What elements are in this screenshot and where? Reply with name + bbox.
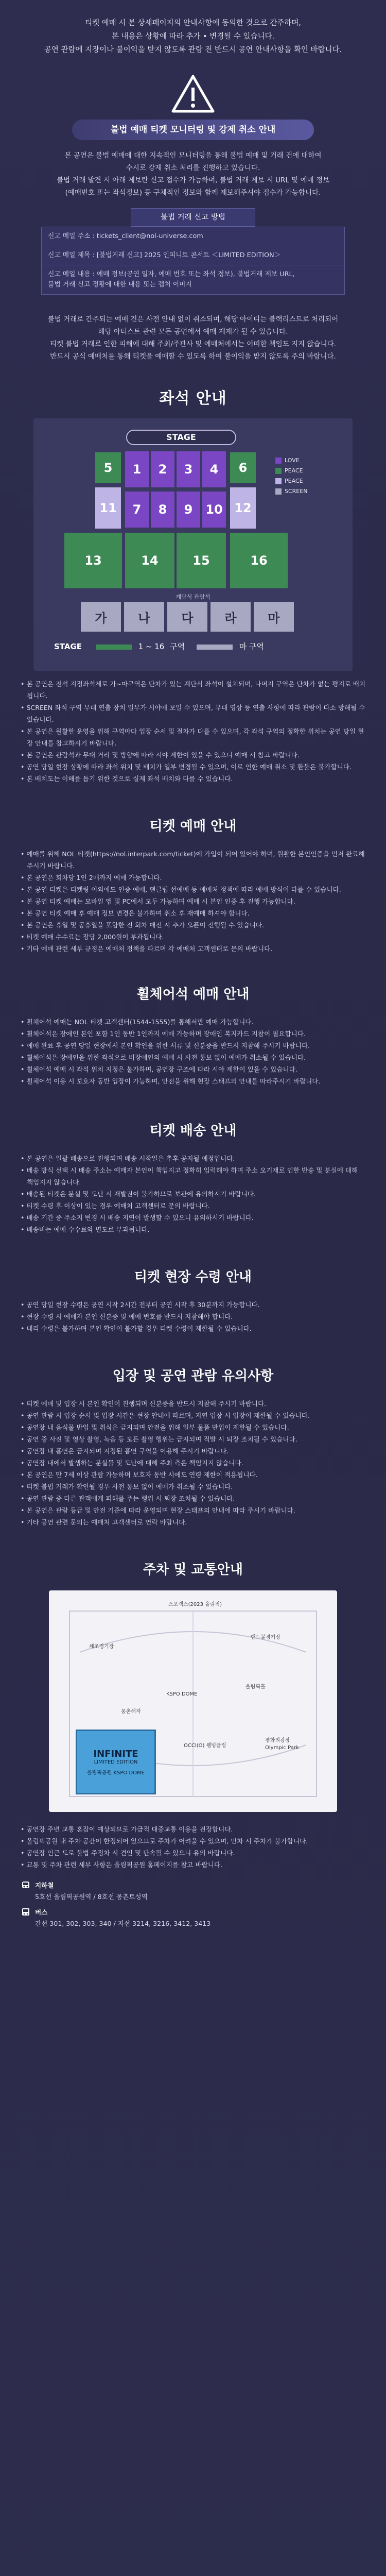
bus-icon: [21, 1907, 31, 1918]
bullet: • 공연장 주변 교통 혼잡이 예상되므로 가급적 대중교통 이용을 권장합니다.: [21, 1825, 233, 1833]
legend-label: PEACE: [285, 478, 303, 484]
bullet-text: 기타 공연 관련 문의는 예매처 고객센터로 연락 바랍니다.: [26, 1518, 187, 1526]
bullet-text: 공연장 내 음식물 반입 및 취식은 금지되며 안전을 위해 일부 물품 반입이 제한될 수 있습니다.: [26, 1423, 289, 1431]
bullet: • 휠체어석 예매 시 좌석 위치 지정은 불가하며, 공연장 구조에 따라 시야 제한이 있을 수 있습니다.: [21, 1065, 297, 1073]
venue-logo-text: INFINITE: [93, 1748, 138, 1759]
bullet: • 본 공연은 전석 지정좌석제로 가~마구역은 단차가 있는 계단식 좌석이 설치되며, 나머지 구역은 단차가 없는 평지로 배치됩니다.: [21, 680, 365, 700]
bullet: • 배송비는 예매 수수료와 별도로 부과됩니다.: [21, 1226, 150, 1233]
bullet: • 배송 기간 중 주소지 변경 시 배송 지연이 발생할 수 있으니 유의하시기 바랍니다.: [21, 1214, 254, 1222]
legend-item: [275, 476, 307, 486]
subway-title: 지하철: [35, 1882, 54, 1889]
map-label: 올림픽홀: [245, 1684, 266, 1690]
bullet: • 티켓 예매 및 입장 시 본인 확인이 진행되며 신분증을 반드시 지참해 주시기 바랍니다.: [21, 1400, 267, 1408]
bullet-text: 예매 완료 후 공연 당일 현장에서 본인 확인을 위한 서류 및 신분증을 반드시 지참해 주시기 바랍니다.: [26, 1042, 310, 1049]
bullet: • 본 배치도는 이해를 돕기 위한 것으로 실제 좌석 배치와 다를 수 있습니다.: [21, 775, 233, 783]
section-7[interactable]: 7: [125, 492, 149, 528]
bullet-text: 공연 당일 현장 수령은 공연 시작 2시간 전부터 공연 시작 후 30분까지 가능합니다.: [26, 1301, 260, 1309]
bus-text: 간선 301, 302, 303, 340 / 지선 3214, 3216, 3412, 3413: [35, 1920, 211, 1927]
stage-row-note: 구역: [170, 642, 185, 651]
bullet-text: 휠체어석은 장애인을 위한 좌석으로 비장애인의 예매 시 사전 통보 없이 예매가 취소될 수 있습니다.: [26, 1054, 306, 1061]
bullet-text: 본 공연 티켓은 티켓링 이외에도 인증 예매, 팬클럽 선예매 등 예매처 정책에 따라 예매 방식이 다를 수 있습니다.: [26, 886, 341, 893]
section-1[interactable]: 1: [125, 451, 149, 487]
stand-na[interactable]: 나: [124, 602, 164, 632]
section-5[interactable]: 5: [95, 452, 121, 483]
bullet: • 본 공연은 휴일 및 공휴일을 포함한 전 회차 매진 시 추가 오픈이 진행될 수 있습니다.: [21, 921, 264, 929]
paragraph-line: 불법 거래 발견 시 아래 제보란 신고 접수가 가능하며, 불법 거래 제보 시 URL 및 예매 정보: [56, 176, 330, 184]
bullet: • 휠체어석은 장애인을 위한 좌석으로 비장애인의 예매 시 사전 통보 없이 예매가 취소될 수 있습니다.: [21, 1054, 306, 1061]
paragraph-line: 불법 거래로 간주되는 예매 건은 사전 안내 없이 취소되며, 해당 아이디는 블랙리스트로 처리되어: [47, 315, 339, 324]
report-box: [41, 208, 345, 295]
section-13[interactable]: 13: [64, 533, 122, 588]
wheelchair-title: 휠체어석 예매 안내: [136, 987, 250, 1002]
illegal-ticket-title: 불법 예매 티켓 모니터링 및 강제 취소 안내: [72, 120, 314, 140]
subway-text: 5호선 올림픽공원역 / 8호선 몽촌토성역: [35, 1893, 148, 1901]
venue-logo-sub: LIMITED EDITION: [94, 1759, 138, 1765]
stage-row-swatch: [96, 645, 132, 650]
warning-icon: [170, 73, 216, 114]
ticket-bullets: [0, 848, 386, 955]
seat-map: [33, 418, 353, 671]
ticket-title: 티켓 예매 안내: [149, 819, 237, 834]
bullet: • 본 공연은 관람석과 무대 거리 및 방향에 따라 시야 제한이 있을 수 있으니 예매 시 참고 바랍니다.: [21, 751, 300, 759]
top-notice-line: 티켓 예매 시 본 상세페이지의 안내사항에 동의한 것으로 간주하며,: [85, 19, 301, 27]
subway-icon: [21, 1880, 31, 1891]
map-label: 스포렉스(2023 올림픽): [168, 1602, 222, 1607]
bullet-text: 티켓 수령 후 이상이 있는 경우 예매처 고객센터로 문의 바랍니다.: [26, 1202, 210, 1210]
bullet-text: 본 공연은 회차당 1인 2매까지 예매 가능합니다.: [26, 874, 162, 882]
paragraph-line: 반드시 공식 예매처를 통해 티켓을 예매할 수 있도록 하여 불이익을 받지 않도록 주의 바랍니다.: [50, 352, 336, 361]
bullet-text: 본 공연 티켓 예매 후 예매 정보 변경은 불가하며 취소 후 재예매 하셔야 합니다.: [26, 909, 250, 917]
bullet-text: 휠체어석 이용 시 보호자 동반 입장이 가능하며, 안전을 위해 현장 스태프의 안내를 따라주시기 바랍니다.: [26, 1077, 321, 1085]
illegal-paragraph: [0, 149, 386, 199]
bullet: • 휠체어석 예매는 NOL 티켓 고객센터(1544-1555)를 통해서만 예매 가능합니다.: [21, 1018, 254, 1026]
bullet: • 배송 방식 선택 시 배송 주소는 예매자 본인이 책임지고 정확히 입력해야 하며 주소 오기재로 인한 반송 및 분실에 대해 책임지지 않습니다.: [21, 1166, 358, 1186]
bullet-text: 공연 관람 시 입장 순서 및 입장 시간은 현장 안내에 따르며, 지연 입장 시 입장이 제한될 수 있습니다.: [26, 1412, 310, 1419]
paragraph-line: 수시로 강제 취소 처리를 진행하고 있습니다.: [126, 164, 260, 172]
bullet: • 배송된 티켓은 분실 및 도난 시 재발권이 불가하므로 보관에 유의하시기 바랍니다.: [21, 1190, 256, 1198]
stand-label: 계단식 관람석: [176, 594, 210, 600]
bullet: • 본 공연 티켓 예매 후 예매 정보 변경은 불가하며 취소 후 재예매 하셔야 합니다.: [21, 909, 250, 917]
bullet-text: 본 공연 티켓 예매는 모바일 앱 및 PC에서 모두 가능하며 예매 시 본인 인증 후 진행 가능합니다.: [26, 897, 295, 905]
transport-title: 주차 및 교통안내: [143, 1562, 243, 1578]
bullet: • 공연 관람 시 입장 순서 및 입장 시간은 현장 안내에 따르며, 지연 입장 시 입장이 제한될 수 있습니다.: [21, 1412, 310, 1419]
delivery-bullets: [0, 1153, 386, 1235]
stage: STAGE: [126, 430, 236, 445]
bullet-text: 공연장 주변 교통 혼잡이 예상되므로 가급적 대중교통 이용을 권장합니다.: [26, 1825, 233, 1833]
bullet: • 본 공연은 회차당 1인 2매까지 예매 가능합니다.: [21, 874, 162, 882]
report-row: 신고 메일 주소 : tickets_client@nol-universe.com: [42, 227, 344, 246]
top-notice-line: 공연 관람에 지장이나 불이익을 받지 않도록 관람 전 반드시 공연 안내사항을 확인 바랍니다.: [44, 46, 342, 54]
map-label: 평화의광장: [265, 1738, 290, 1743]
map: [49, 1590, 337, 1812]
bullet: • 휠체어석 이용 시 보호자 동반 입장이 가능하며, 안전을 위해 현장 스태프의 안내를 따라주시기 바랍니다.: [21, 1077, 321, 1085]
seat-title: 좌석 안내: [159, 389, 227, 408]
bullet: • 본 공연은 원활한 운영을 위해 구역마다 입장 순서 및 절차가 다를 수 있으며, 각 좌석 구역의 정확한 위치는 공연 당일 현장 안내를 참고하시기 바랍니다.: [21, 727, 364, 747]
bullet-text: 본 공연은 휴일 및 공휴일을 포함한 전 회차 매진 시 추가 오픈이 진행될 수 있습니다.: [26, 921, 264, 929]
bullet: • 예매를 위해 NOL 티켓(https://nol.interpark.com/ticket)에 가입이 되어 있어야 하며, 원활한 본인인증을 먼저 완료해 주시기 바랍니다.: [21, 850, 365, 870]
bullet: • 본 공연은 만 7세 이상 관람 가능하며 보호자 동반 시에도 연령 제한이 적용됩니다.: [21, 1471, 258, 1479]
bullet-text: 본 공연은 일괄 배송으로 진행되며 배송 시작일은 추후 공지될 예정입니다.: [26, 1155, 235, 1162]
bullet-text: 휠체어석 예매 시 좌석 위치 지정은 불가하며, 공연장 구조에 따라 시야 제한이 있을 수 있습니다.: [26, 1065, 297, 1073]
bullet-text: 공연 중 사진 및 영상 촬영, 녹음 등 모든 촬영 행위는 금지되며 적발 시 퇴장 조치될 수 있습니다.: [26, 1435, 297, 1443]
bullet: • 티켓 수령 후 이상이 있는 경우 예매처 고객센터로 문의 바랍니다.: [21, 1202, 210, 1210]
bullet-text: 배송 방식 선택 시 배송 주소는 예매자 본인이 책임지고 정확히 입력해야 하며 주소 오기재로 인한 반송 및 분실에 대해 책임지지 않습니다.: [26, 1166, 358, 1186]
subway-row: [21, 1880, 365, 1891]
bullet: • 공연장 내 음식물 반입 및 취식은 금지되며 안전을 위해 일부 물품 반입이 제한될 수 있습니다.: [21, 1423, 289, 1431]
bullet-text: 공연 당일 현장 상황에 따라 좌석 위치 및 배치가 일부 변경될 수 있으며, 이로 인한 예매 취소 및 환불은 불가합니다.: [26, 763, 352, 771]
report-row-text: 신고 메일 내용 : 예매 정보(공연 일자, 예매 번호 또는 좌석 정보), 불법거래 제보 URL,: [48, 270, 295, 278]
bullet: • 공연 당일 현장 수령은 공연 시작 2시간 전부터 공연 시작 후 30분까지 가능합니다.: [21, 1301, 260, 1309]
bullet-text: 배송비는 예매 수수료와 별도로 부과됩니다.: [26, 1226, 150, 1233]
map-label: KSPO DOME: [166, 1691, 198, 1697]
bullet-text: 본 배치도는 이해를 돕기 위한 것으로 실제 좌석 배치와 다를 수 있습니다.: [26, 775, 233, 783]
illegal-closing: [0, 313, 386, 363]
pickup-bullets: [0, 1299, 386, 1334]
bullet-text: 공연장 내에서 발생하는 분실물 및 도난에 대해 주최 측은 책임지지 않습니다.: [26, 1459, 243, 1467]
legend-item: [275, 466, 307, 476]
bullet-text: 티켓 예매 수수료는 장당 2,000원이 부과됩니다.: [26, 933, 164, 941]
venue-highlight: [76, 1730, 156, 1794]
delivery-title: 티켓 배송 안내: [149, 1123, 237, 1139]
transit: [0, 1871, 386, 1929]
section-9[interactable]: 9: [177, 492, 200, 528]
bullet: • 공연 관람 중 다른 관객에게 피해를 주는 행위 시 퇴장 조치될 수 있습니다.: [21, 1495, 235, 1502]
bullet-text: 티켓 불법 거래가 확인될 경우 사전 통보 없이 예매가 취소될 수 있습니다.: [26, 1483, 233, 1490]
legend-item: [275, 455, 307, 466]
section-2[interactable]: 2: [151, 451, 174, 487]
bullet-text: 기타 예매 관련 세부 규정은 예매처 정책을 따르며 각 예매처 고객센터로 문의 바랍니다.: [26, 945, 273, 953]
bullet-text: 본 공연은 원활한 운영을 위해 구역마다 입장 순서 및 절차가 다를 수 있으며, 각 좌석 구역의 정확한 위치는 공연 당일 현장 안내를 참고하시기 바랍니다.: [26, 727, 364, 747]
top-notice: [0, 0, 386, 62]
bullet: • 본 공연은 관람 등급 및 안전 기준에 따라 운영되며 현장 스태프의 안내에 따라 주시기 바랍니다.: [21, 1506, 295, 1514]
section-10[interactable]: 10: [202, 492, 226, 528]
bullet-text: 본 공연은 관람석과 무대 거리 및 방향에 따라 시야 제한이 있을 수 있으니 예매 시 참고 바랍니다.: [26, 751, 300, 759]
bullet: • 현장 수령 시 예매자 본인 신분증 및 예매 번호를 반드시 지참해야 합니다.: [21, 1313, 233, 1320]
bullet-text: 올림픽공원 내 주차 공간이 한정되어 있으므로 주차가 어려울 수 있으며, 만차 시 주차가 불가합니다.: [26, 1837, 308, 1845]
bullet: • 티켓 예매 수수료는 장당 2,000원이 부과됩니다.: [21, 933, 164, 941]
section-12[interactable]: 12: [230, 487, 256, 529]
map-label: 체조경기장: [89, 1644, 114, 1650]
stand-ga[interactable]: 가: [81, 602, 121, 632]
bullet-text: 공연장 내 흡연은 금지되며 지정된 흡연 구역을 이용해 주시기 바랍니다.: [26, 1447, 229, 1455]
stand-da[interactable]: 다: [167, 602, 207, 632]
bullet: • 예매 완료 후 공연 당일 현장에서 본인 확인을 위한 서류 및 신분증을 반드시 지참해 주시기 바랍니다.: [21, 1042, 310, 1049]
report-rows: [41, 227, 345, 295]
top-notice-line: 본 내용은 상황에 따라 추가 • 변경될 수 있습니다.: [111, 32, 275, 41]
map-label: Olympic Park: [265, 1745, 299, 1751]
report-title: 불법 거래 신고 방법: [131, 208, 255, 227]
bus-row: [21, 1907, 365, 1918]
bullet-text: 티켓 예매 및 입장 시 본인 확인이 진행되며 신분증을 반드시 지참해 주시기 바랍니다.: [26, 1400, 267, 1408]
section-6[interactable]: 6: [230, 452, 256, 483]
entry-title: 입장 및 공연 관람 유의사항: [112, 1368, 274, 1384]
bullet: • SCREEN 좌석 구역 무대 연출 장치 일부가 시야에 보일 수 있으며, 무대 영상 등 연출 사항에 따라 관람이 다소 방해될 수 있습니다.: [21, 704, 365, 723]
bullet: • 기타 예매 관련 세부 규정은 예매처 정책을 따르며 각 예매처 고객센터로 문의 바랍니다.: [21, 945, 273, 953]
bullet: • 기타 공연 관련 문의는 예매처 고객센터로 연락 바랍니다.: [21, 1518, 187, 1526]
bus-title: 버스: [35, 1908, 48, 1916]
report-row: [42, 265, 344, 294]
bullet-text: 공연 관람 중 다른 관객에게 피해를 주는 행위 시 퇴장 조치될 수 있습니다.: [26, 1495, 235, 1502]
bullet-text: 현장 수령 시 예매자 본인 신분증 및 예매 번호를 반드시 지참해야 합니다.: [26, 1313, 233, 1320]
stage-row: [54, 641, 342, 654]
report-row-text: 불법 거래 신고 정황에 대한 내용 또는 캡처 이미지: [48, 281, 192, 289]
map-label: 몽촌해자: [121, 1709, 141, 1715]
stand-ma[interactable]: 마: [254, 602, 294, 632]
section-8[interactable]: 8: [151, 492, 174, 528]
bullet-text: 본 공연은 관람 등급 및 안전 기준에 따라 운영되며 현장 스태프의 안내에 따라 주시기 바랍니다.: [26, 1506, 295, 1514]
entry-bullets: [0, 1398, 386, 1528]
stage-row-swatch: [197, 645, 233, 650]
stage-row-label: STAGE: [54, 642, 82, 651]
bullet-text: 휠체어석은 장애인 본인 포함 1인 동반 1인까지 예매 가능하며 장애인 복지카드 지참이 필요합니다.: [26, 1030, 306, 1038]
bullet: • 올림픽공원 내 주차 공간이 한정되어 있으므로 주차가 어려울 수 있으며, 만차 시 주차가 불가합니다.: [21, 1837, 308, 1845]
bullet: • 티켓 불법 거래가 확인될 경우 사전 통보 없이 예매가 취소될 수 있습니다.: [21, 1483, 233, 1490]
report-row: 신고 메일 제목 : [불법거래 신고] 2025 인피니트 콘서트 ＜LIMITED EDITION＞: [42, 246, 344, 265]
section-16[interactable]: 16: [230, 533, 288, 588]
bullet-text: 휠체어석 예매는 NOL 티켓 고객센터(1544-1555)를 통해서만 예매 가능합니다.: [26, 1018, 254, 1026]
map-label: 핸드볼경기장: [251, 1635, 280, 1640]
bullet-text: 대리 수령은 불가하며 본인 확인이 불가할 경우 티켓 수령이 제한될 수 있습니다.: [26, 1325, 252, 1332]
legend-label: SCREEN: [285, 488, 308, 495]
paragraph-line: (예매번호 또는 좌석정보) 등 구체적인 정보와 함께 제보해주셔야 접수가 가능합니다.: [65, 189, 321, 197]
bullet: • 공연 중 사진 및 영상 촬영, 녹음 등 모든 촬영 행위는 금지되며 적발 시 퇴장 조치될 수 있습니다.: [21, 1435, 297, 1443]
bullet: • 공연장 내 흡연은 금지되며 지정된 흡연 구역을 이용해 주시기 바랍니다.: [21, 1447, 229, 1455]
stage-row-range: 1 ~ 16: [138, 642, 165, 651]
bullet: • 공연장 인근 도로 불법 주정차 시 견인 및 단속될 수 있으니 유의 바랍니다.: [21, 1849, 235, 1857]
bullet: • 휠체어석은 장애인 본인 포함 1인 동반 1인까지 예매 가능하며 장애인 복지카드 지참이 필요합니다.: [21, 1030, 306, 1038]
bullet: • 공연 당일 현장 상황에 따라 좌석 위치 및 배치가 일부 변경될 수 있으며, 이로 인한 예매 취소 및 환불은 불가합니다.: [21, 763, 352, 771]
bullet-text: 교통 및 주차 관련 세부 사항은 올림픽공원 홈페이지를 참고 바랍니다.: [26, 1861, 223, 1869]
bullet: • 본 공연 티켓은 티켓링 이외에도 인증 예매, 팬클럽 선예매 등 예매처 정책에 따라 예매 방식이 다를 수 있습니다.: [21, 886, 341, 893]
paragraph-line: 본 공연은 불법 예매에 대한 지속적인 모니터링을 통해 불법 예매 및 거래 건에 대하여: [64, 151, 322, 160]
bullet: • 공연장 내에서 발생하는 분실물 및 도난에 대해 주최 측은 책임지지 않습니다.: [21, 1459, 243, 1467]
paragraph-line: 티켓 불법 거래로 인한 피해에 대해 주최/주관사 및 예매처에서는 어떠한 책임도 지지 않습니다.: [50, 340, 336, 348]
bullet-text: 본 공연은 만 7세 이상 관람 가능하며 보호자 동반 시에도 연령 제한이 적용됩니다.: [26, 1471, 258, 1479]
bullet: • 교통 및 주차 관련 세부 사항은 올림픽공원 홈페이지를 참고 바랍니다.: [21, 1861, 223, 1869]
bullet-text: 배송 기간 중 주소지 변경 시 배송 지연이 발생할 수 있으니 유의하시기 바랍니다.: [26, 1214, 254, 1222]
legend-item: [275, 486, 307, 497]
paragraph-line: 해당 아티스트 관련 모든 공연에서 예매 제재가 될 수 있습니다.: [98, 328, 288, 336]
bullet: • 본 공연은 일괄 배송으로 진행되며 배송 시작일은 추후 공지될 예정입니다.: [21, 1155, 235, 1162]
legend-label: LOVE: [285, 457, 300, 464]
bullet-text: 공연장 인근 도로 불법 주정차 시 견인 및 단속될 수 있으니 유의 바랍니다.: [26, 1849, 235, 1857]
section-3[interactable]: 3: [177, 451, 200, 487]
section-4[interactable]: 4: [202, 451, 226, 487]
legend: [275, 455, 307, 497]
bullet: • 대리 수령은 불가하며 본인 확인이 불가할 경우 티켓 수령이 제한될 수 있습니다.: [21, 1325, 252, 1332]
stand-ra[interactable]: 라: [210, 602, 251, 632]
bullet-text: 본 공연은 전석 지정좌석제로 가~마구역은 단차가 있는 계단식 좌석이 설치되며, 나머지 구역은 단차가 없는 평지로 배치됩니다.: [26, 680, 365, 700]
section-14[interactable]: 14: [125, 533, 174, 588]
section-15[interactable]: 15: [177, 533, 226, 588]
pickup-title: 티켓 현장 수령 안내: [134, 1269, 252, 1285]
bullet-text: 배송된 티켓은 분실 및 도난 시 재발권이 불가하므로 보관에 유의하시기 바랍니다.: [26, 1190, 256, 1198]
bullet-text: 예매를 위해 NOL 티켓(https://nol.interpark.com/ticket)에 가입이 되어 있어야 하며, 원활한 본인인증을 먼저 완료해 주시기 바랍니다.: [26, 850, 365, 870]
seat-bullets: [0, 678, 386, 785]
bullet: • 본 공연 티켓 예매는 모바일 앱 및 PC에서 모두 가능하며 예매 시 본인 인증 후 진행 가능합니다.: [21, 897, 295, 905]
wheelchair-bullets: [0, 1016, 386, 1087]
venue-name: 올림픽공원 KSPO DOME: [87, 1770, 145, 1776]
legend-label: PEACE: [285, 467, 303, 474]
section-11[interactable]: 11: [95, 487, 121, 529]
map-label: OCCI(O) 웰빙클럽: [184, 1743, 226, 1749]
transport-bullets: [0, 1823, 386, 1871]
bullet-text: SCREEN 좌석 구역 무대 연출 장치 일부가 시야에 보일 수 있으며, 무대 영상 등 연출 사항에 따라 관람이 다소 방해될 수 있습니다.: [26, 704, 365, 723]
stage-row-note2: 마 구역: [239, 642, 264, 651]
